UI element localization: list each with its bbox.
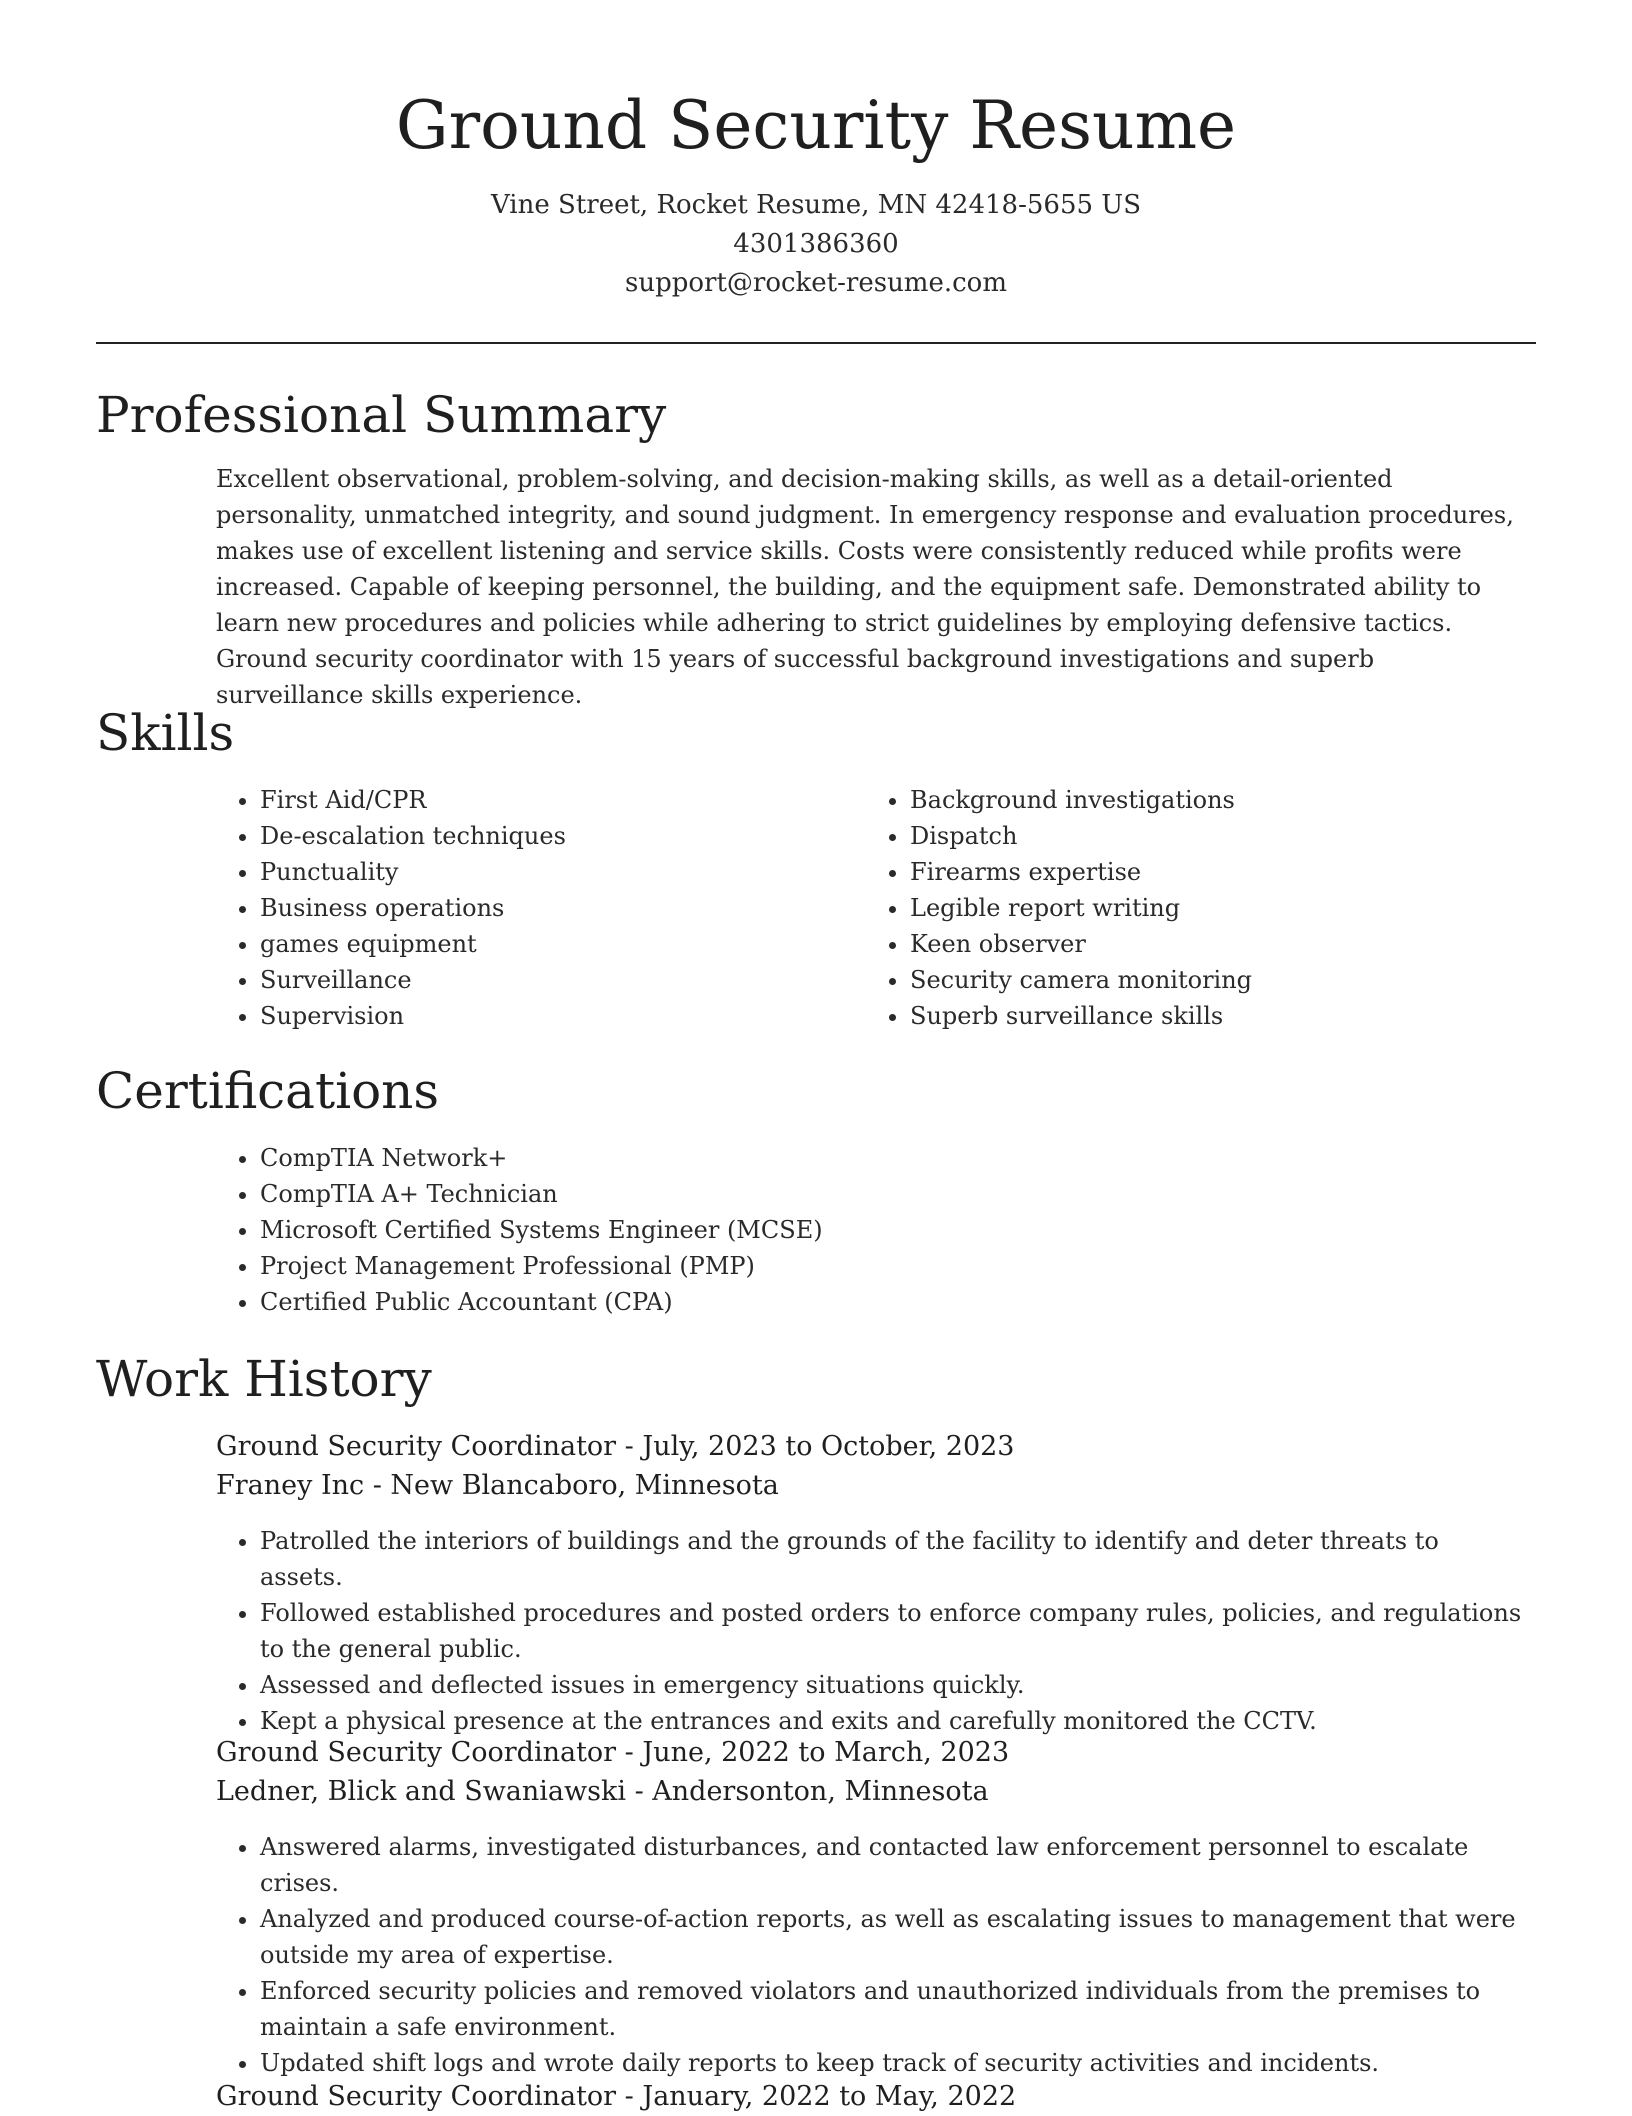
section-title-certifications: Certifications [96, 1062, 440, 1120]
skill-item: • Dispatch [910, 818, 1486, 854]
skill-item: • Punctuality [260, 854, 836, 890]
certifications-list [216, 1140, 1516, 1320]
skill-item: • Surveillance [260, 962, 836, 998]
job-entry [216, 1427, 1526, 1739]
header-divider [96, 342, 1536, 344]
skill-item: • Background investigations [910, 782, 1486, 818]
contact-address: Vine Street, Rocket Resume, MN 42418-5655 US [490, 190, 1142, 220]
contact-email: support@rocket-resume.com [624, 268, 1007, 298]
skill-item: • Firearms expertise [910, 854, 1486, 890]
section-title-work-history: Work History [96, 1350, 432, 1408]
job-bullet: • Analyzed and produced course-of-action reports, as well as escalating issues to management that were outside my area of expertise. [260, 1901, 1526, 1973]
job-title: Ground Security Coordinator - January, 2022 to May, 2022 [216, 2081, 1017, 2112]
skill-item: • First Aid/CPR [260, 782, 836, 818]
job-bullet: • Assessed and deflected issues in emergency situations quickly. [260, 1667, 1526, 1703]
resume-title: Ground Security Resume [395, 87, 1237, 164]
job-bullet: • Enforced security policies and removed violators and unauthorized individuals from the premises to maintain a safe environment. [260, 1973, 1526, 2045]
job-bullet: • Answered alarms, investigated disturbances, and contacted law enforcement personnel to escalate crises. [260, 1829, 1526, 1901]
section-title-skills: Skills [96, 704, 235, 762]
skill-item: • games equipment [260, 926, 836, 962]
job-bullet: • Patrolled the interiors of buildings and the grounds of the facility to identify and deter threats to assets. [260, 1523, 1526, 1595]
job-bullet: • Kept a physical presence at the entrances and exits and carefully monitored the CCTV. [260, 1703, 1526, 1739]
job-bullet: • Followed established procedures and posted orders to enforce company rules, policies, and regulations to the general public. [260, 1595, 1526, 1667]
certification-item: • CompTIA A+ Technician [260, 1176, 1516, 1212]
resume-header [0, 0, 1632, 303]
job-company: Ledner, Blick and Swaniawski - Andersonton, Minnesota [216, 1776, 989, 1807]
skills-column-left [216, 782, 836, 1034]
skill-item: • Business operations [260, 890, 836, 926]
certification-item: • Microsoft Certified Systems Engineer (MCSE) [260, 1212, 1516, 1248]
skill-item: • De-escalation techniques [260, 818, 836, 854]
job-title: Ground Security Coordinator - June, 2022 to March, 2023 [216, 1737, 1010, 1768]
skill-item: • Legible report writing [910, 890, 1486, 926]
job-company: Franey Inc - New Blancaboro, Minnesota [216, 1470, 779, 1501]
summary-text: Excellent observational, problem-solving, and decision-making skills, as well as a detail-oriented personality, unmatched integrity, and sound judgment. In emergency response and evaluation procedures, makes use of excellent listening and service skills. Costs were consistently reduced while profits were increased. Capable of keeping personnel, the building, and the equipment safe. Demonstrated ability to learn new procedures and policies while adhering to strict guidelines by employing defensive tactics. Ground security coordinator with 15 years of successful background investigations and superb surveillance skills experience. [216, 465, 1514, 709]
job-entry [216, 2077, 1526, 2116]
skills-column-right [866, 782, 1486, 1034]
contact-info [0, 186, 1632, 303]
contact-phone: 4301386360 [733, 229, 899, 259]
job-bullet: • Updated shift logs and wrote daily reports to keep track of security activities and incidents. [260, 2045, 1526, 2081]
skill-item: • Supervision [260, 998, 836, 1034]
certification-item: • Certified Public Accountant (CPA) [260, 1284, 1516, 1320]
job-entry [216, 1733, 1526, 2081]
skill-item: • Superb surveillance skills [910, 998, 1486, 1034]
job-title: Ground Security Coordinator - July, 2023 to October, 2023 [216, 1431, 1015, 1462]
skill-item: • Keen observer [910, 926, 1486, 962]
skill-item: • Security camera monitoring [910, 962, 1486, 998]
certification-item: • CompTIA Network+ [260, 1140, 1516, 1176]
certification-item: • Project Management Professional (PMP) [260, 1248, 1516, 1284]
section-title-summary: Professional Summary [96, 386, 667, 444]
